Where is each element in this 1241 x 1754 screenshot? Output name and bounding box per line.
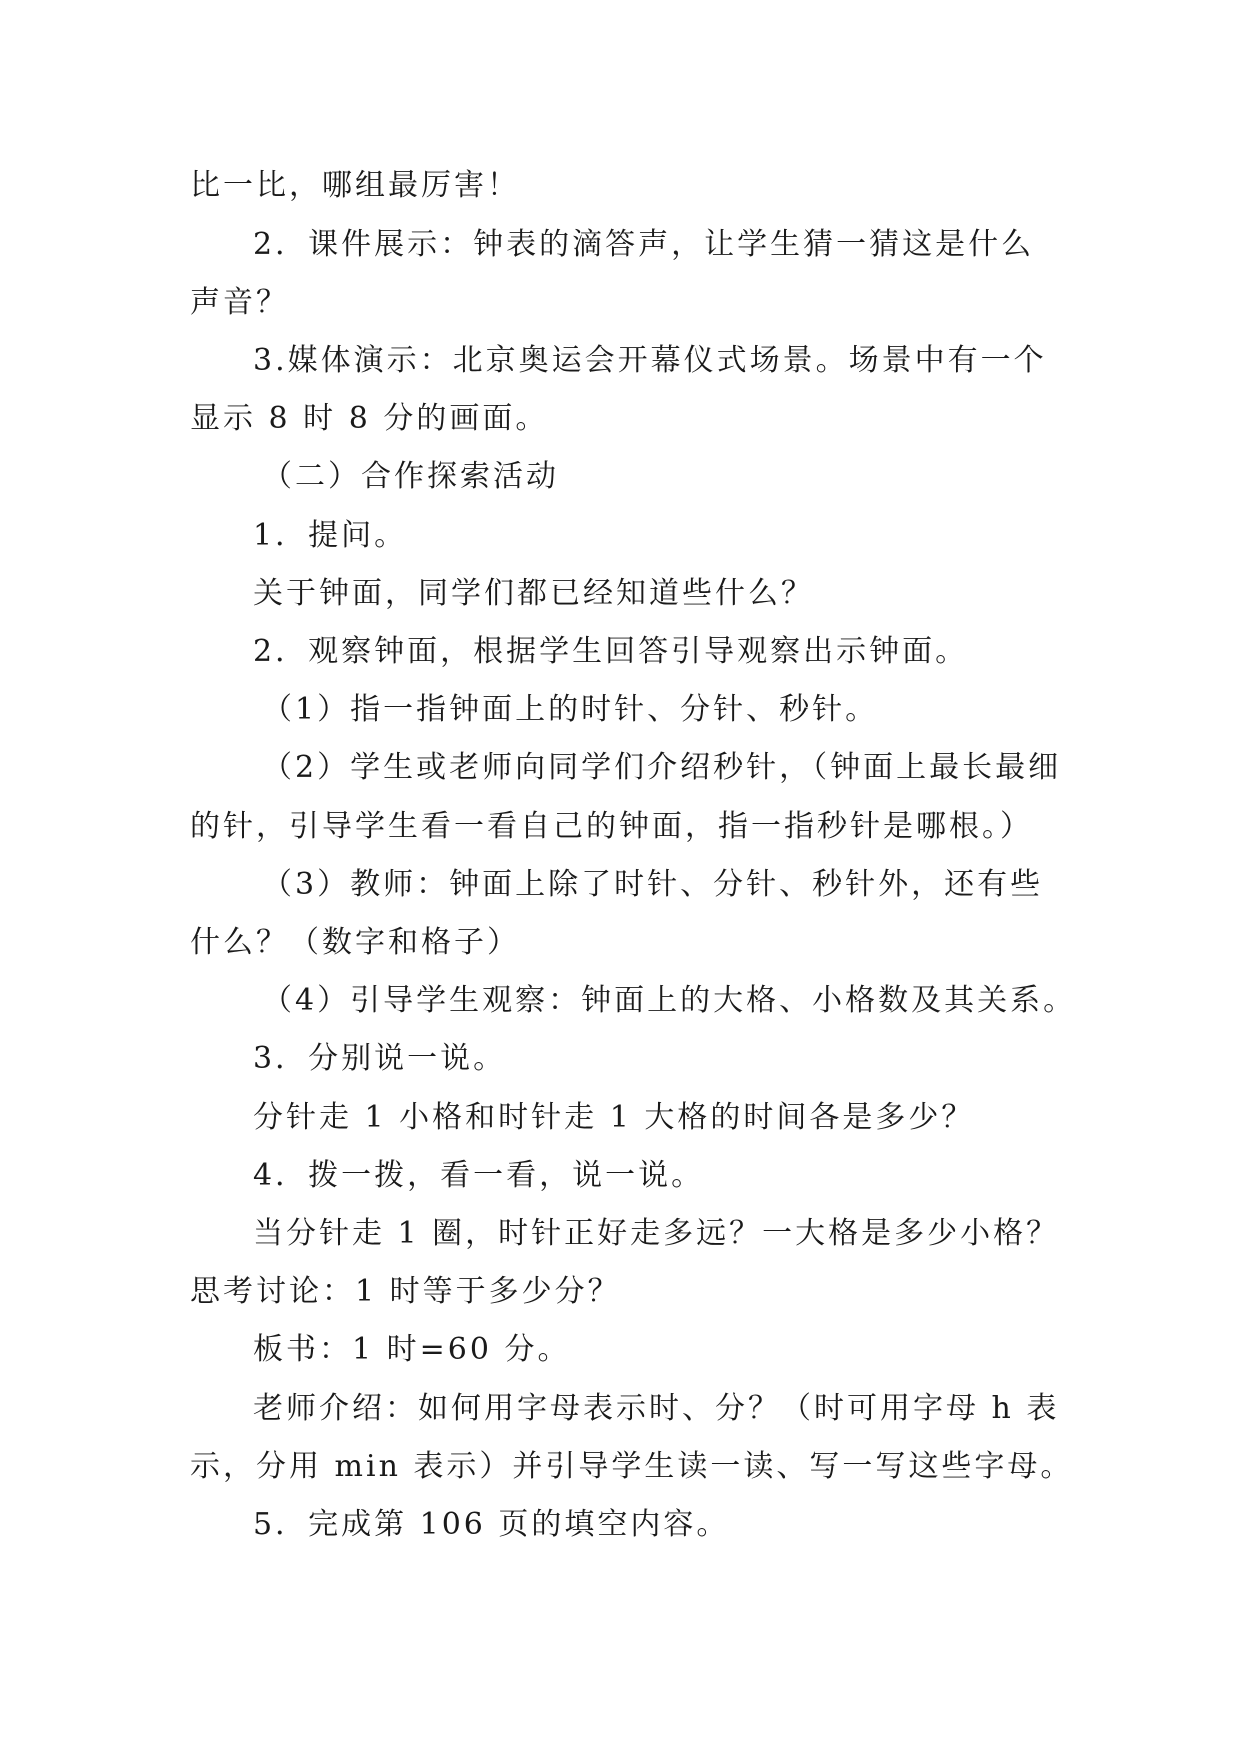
text-line: 比一比，哪组最厉害！ — [190, 168, 520, 203]
text-line: 3．分别说一说。 — [253, 1041, 507, 1076]
text-line: 示，分用 min 表示）并引导学生读一读、写一写这些字母。 — [190, 1449, 1074, 1484]
text-line: 当分针走 1 圈，时针正好走多远？一大格是多少小格？ — [253, 1216, 1060, 1251]
text-line: 4．拨一拨，看一看，说一说。 — [253, 1158, 705, 1193]
text-line: 2．课件展示：钟表的滴答声，让学生猜一猜这是什么 — [253, 227, 1035, 262]
text-line: 板书：1 时=60 分。 — [253, 1332, 571, 1367]
section-heading: （二）合作探索活动 — [262, 459, 559, 494]
text-line: 分针走 1 小格和时针走 1 大格的时间各是多少？ — [253, 1100, 975, 1135]
text-line: （3）教师：钟面上除了时针、分针、秒针外，还有些 — [262, 867, 1044, 902]
text-line: （4）引导学生观察：钟面上的大格、小格数及其关系。 — [262, 983, 1077, 1018]
text-line: 2．观察钟面，根据学生回答引导观察出示钟面。 — [253, 634, 969, 669]
text-line: 关于钟面，同学们都已经知道些什么？ — [253, 576, 814, 611]
text-line: （1）指一指钟面上的时针、分针、秒针。 — [262, 692, 879, 727]
text-line: 思考讨论：1 时等于多少分？ — [190, 1274, 621, 1309]
text-line: 3.媒体演示：北京奥运会开幕仪式场景。场景中有一个 — [253, 343, 1047, 378]
text-line: 声音？ — [190, 285, 289, 320]
text-line: 的针，引导学生看一看自己的钟面，指一指秒针是哪根。） — [190, 809, 1033, 844]
text-line: （2）学生或老师向同学们介绍秒针，（钟面上最长最细 — [262, 750, 1062, 785]
text-line: 老师介绍：如何用字母表示时、分？（时可用字母 h 表 — [253, 1391, 1060, 1426]
text-line: 5．完成第 106 页的填空内容。 — [253, 1507, 730, 1542]
text-line: 显示 8 时 8 分的画面。 — [190, 401, 549, 436]
text-line: 1．提问。 — [253, 518, 408, 553]
text-line: 什么？（数字和格子） — [190, 925, 520, 960]
